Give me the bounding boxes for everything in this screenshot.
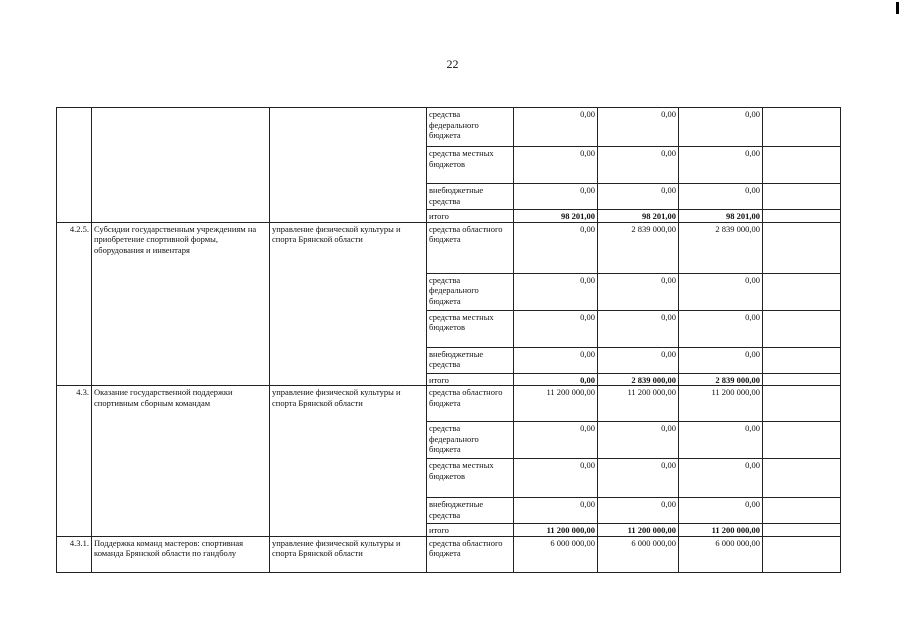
amount-year-1-cell: 0,00	[514, 273, 598, 310]
funding-source-cell: средства федерального бюджета	[427, 273, 514, 310]
amount-year-2-cell: 0,00	[598, 108, 679, 147]
funding-source-cell: средства областного бюджета	[427, 222, 514, 273]
amount-year-2-cell: 98 201,00	[598, 210, 679, 223]
funding-source-cell: внебюджетные средства	[427, 498, 514, 524]
executor-cell: управление физической культуры и спорта Брянской области	[270, 222, 427, 386]
amount-year-3-cell: 11 200 000,00	[679, 386, 763, 422]
amount-year-2-cell: 6 000 000,00	[598, 536, 679, 572]
amount-year-1-cell: 0,00	[514, 147, 598, 184]
item-name-cell	[92, 108, 270, 223]
item-code-cell	[57, 108, 92, 223]
amount-year-1-cell: 0,00	[514, 373, 598, 386]
empty-cell	[763, 386, 841, 422]
amount-year-1-cell: 0,00	[514, 108, 598, 147]
empty-cell	[763, 184, 841, 210]
executor-cell: управление физической культуры и спорта Брянской области	[270, 386, 427, 537]
amount-year-1-cell: 0,00	[514, 498, 598, 524]
item-name-cell: Поддержка команд мастеров: спортивная команда Брянской области по гандболу	[92, 536, 270, 572]
amount-year-2-cell: 2 839 000,00	[598, 373, 679, 386]
amount-year-2-cell: 0,00	[598, 459, 679, 498]
amount-year-3-cell: 2 839 000,00	[679, 373, 763, 386]
item-name-cell: Оказание государственной поддержки спортивным сборным командам	[92, 386, 270, 537]
amount-year-3-cell: 0,00	[679, 498, 763, 524]
empty-cell	[763, 347, 841, 373]
empty-cell	[763, 273, 841, 310]
amount-year-2-cell: 0,00	[598, 498, 679, 524]
empty-cell	[763, 373, 841, 386]
table-row	[57, 536, 841, 572]
amount-year-1-cell: 98 201,00	[514, 210, 598, 223]
amount-year-3-cell: 6 000 000,00	[679, 536, 763, 572]
item-code-cell: 4.2.5.	[57, 222, 92, 386]
amount-year-1-cell: 0,00	[514, 459, 598, 498]
amount-year-1-cell: 11 200 000,00	[514, 524, 598, 537]
amount-year-1-cell: 6 000 000,00	[514, 536, 598, 572]
amount-year-3-cell: 0,00	[679, 459, 763, 498]
amount-year-2-cell: 0,00	[598, 422, 679, 459]
amount-year-1-cell: 0,00	[514, 184, 598, 210]
amount-year-2-cell: 0,00	[598, 147, 679, 184]
empty-cell	[763, 536, 841, 572]
funding-source-cell: средства федерального бюджета	[427, 422, 514, 459]
amount-year-3-cell: 0,00	[679, 310, 763, 347]
funding-source-cell: средства местных бюджетов	[427, 310, 514, 347]
amount-year-1-cell: 0,00	[514, 422, 598, 459]
empty-cell	[763, 147, 841, 184]
amount-year-1-cell: 11 200 000,00	[514, 386, 598, 422]
amount-year-1-cell: 0,00	[514, 310, 598, 347]
amount-year-2-cell: 0,00	[598, 273, 679, 310]
funding-source-cell: средства федерального бюджета	[427, 108, 514, 147]
empty-cell	[763, 310, 841, 347]
empty-cell	[763, 210, 841, 223]
funding-source-cell: итого	[427, 210, 514, 223]
amount-year-3-cell: 98 201,00	[679, 210, 763, 223]
funding-source-cell: средства местных бюджетов	[427, 147, 514, 184]
amount-year-3-cell: 0,00	[679, 422, 763, 459]
amount-year-3-cell: 0,00	[679, 184, 763, 210]
budget-table	[56, 107, 841, 573]
page-number: 22	[446, 57, 459, 71]
empty-cell	[763, 524, 841, 537]
executor-cell: управление физической культуры и спорта Брянской области	[270, 536, 427, 572]
amount-year-3-cell: 2 839 000,00	[679, 222, 763, 273]
amount-year-2-cell: 2 839 000,00	[598, 222, 679, 273]
amount-year-3-cell: 0,00	[679, 347, 763, 373]
funding-source-cell: итого	[427, 524, 514, 537]
item-code-cell: 4.3.	[57, 386, 92, 537]
table-row	[57, 108, 841, 147]
amount-year-3-cell: 0,00	[679, 147, 763, 184]
funding-source-cell: внебюджетные средства	[427, 184, 514, 210]
funding-source-cell: средства местных бюджетов	[427, 459, 514, 498]
table-row	[57, 386, 841, 422]
empty-cell	[763, 222, 841, 273]
scan-edge-mark	[896, 2, 899, 14]
amount-year-2-cell: 0,00	[598, 184, 679, 210]
empty-cell	[763, 108, 841, 147]
amount-year-3-cell: 0,00	[679, 108, 763, 147]
funding-source-cell: средства областного бюджета	[427, 536, 514, 572]
table-row	[57, 222, 841, 273]
funding-source-cell: средства областного бюджета	[427, 386, 514, 422]
amount-year-2-cell: 11 200 000,00	[598, 524, 679, 537]
empty-cell	[763, 422, 841, 459]
amount-year-2-cell: 0,00	[598, 347, 679, 373]
amount-year-3-cell: 0,00	[679, 273, 763, 310]
executor-cell	[270, 108, 427, 223]
amount-year-2-cell: 11 200 000,00	[598, 386, 679, 422]
empty-cell	[763, 459, 841, 498]
funding-source-cell: итого	[427, 373, 514, 386]
item-code-cell: 4.3.1.	[57, 536, 92, 572]
empty-cell	[763, 498, 841, 524]
amount-year-3-cell: 11 200 000,00	[679, 524, 763, 537]
amount-year-1-cell: 0,00	[514, 222, 598, 273]
funding-source-cell: внебюджетные средства	[427, 347, 514, 373]
amount-year-2-cell: 0,00	[598, 310, 679, 347]
amount-year-1-cell: 0,00	[514, 347, 598, 373]
item-name-cell: Субсидии государственным учреждениям на приобретение спортивной формы, оборудования и инвентаря	[92, 222, 270, 386]
